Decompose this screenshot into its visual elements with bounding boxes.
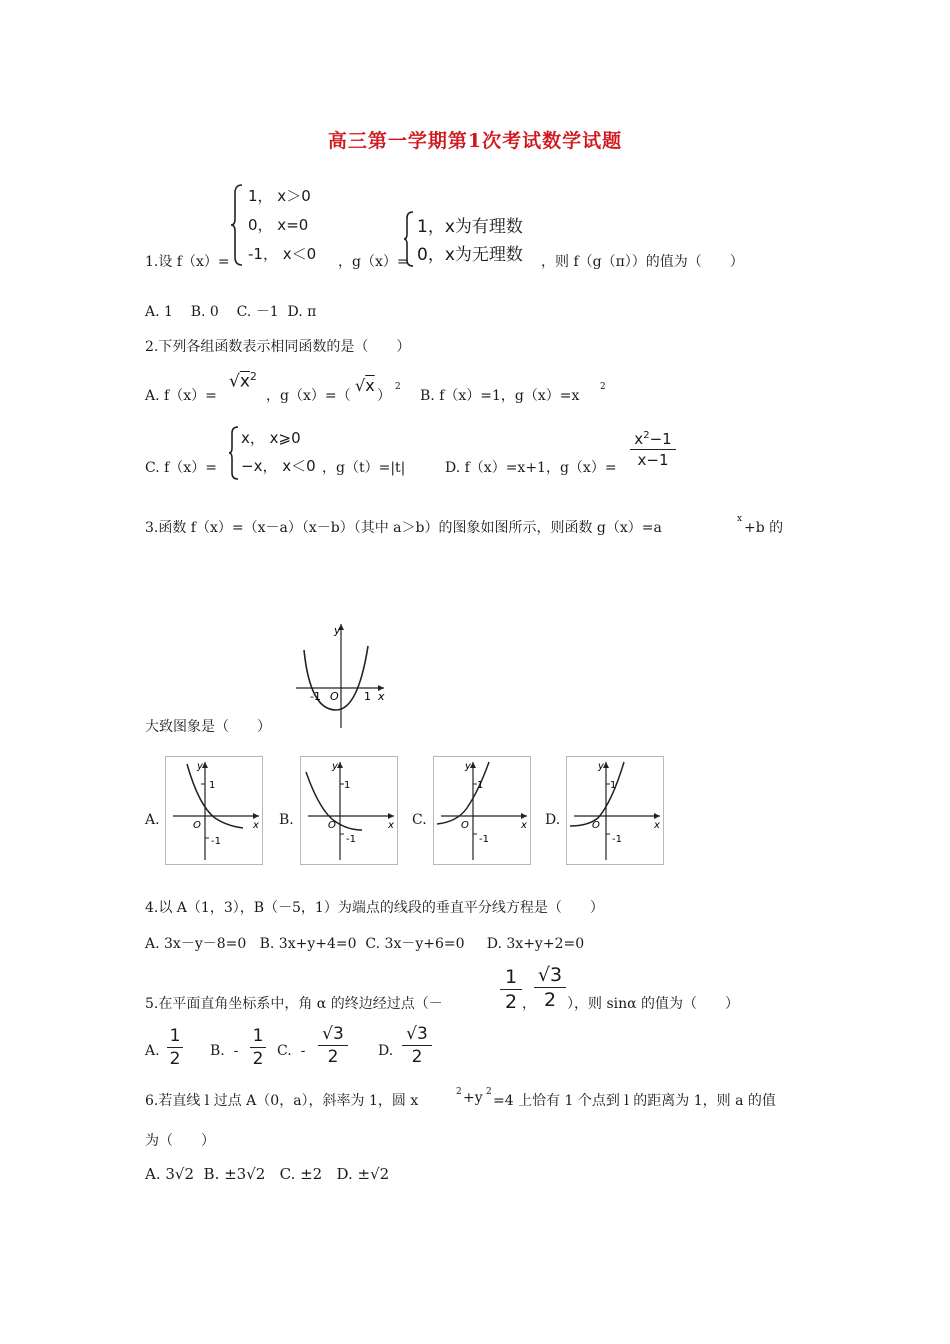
- q2-c-case-1: x， x⩾0: [241, 429, 301, 447]
- q2-opt-a-sup: 2: [249, 370, 257, 383]
- q2-stem: 2.下列各组函数表示相同函数的是（ ）: [145, 339, 411, 355]
- q2-c-piecewise: [228, 425, 322, 481]
- left-brace-icon: [230, 183, 244, 267]
- q2-option-c-suffix: ，g（t）=|t|: [322, 460, 406, 476]
- svg-text:1: 1: [477, 780, 484, 791]
- svg-text:x: x: [521, 820, 527, 831]
- q6-options: A. 3√2 B. ±3√2 C. ±2 D. ±√2: [145, 1165, 390, 1183]
- q6-stem-a: 6.若直线 l 过点 A（0，a），斜率为 1，圆 x: [145, 1093, 419, 1109]
- q6-stem-2: 为（ ）: [145, 1133, 215, 1149]
- q2-option-b: B. f（x）=1，g（x）=x: [420, 388, 580, 404]
- q2-opt-a-sup2: 2: [395, 382, 401, 392]
- q5-option-c: C. -: [277, 1043, 306, 1059]
- svg-text:O: O: [328, 820, 336, 831]
- svg-text:-1: -1: [479, 834, 489, 845]
- q3-option-c-label: C.: [412, 812, 427, 828]
- q4-stem: 4.以 A（1，3），B（－5，1）为端点的线段的垂直平分线方程是（ ）: [145, 900, 604, 916]
- q5-opt-c-fraction: √3 2: [318, 1024, 348, 1067]
- q1-f-case-3: -1， x＜0: [248, 245, 317, 263]
- q3-stem-2: 大致图象是（ ）: [145, 719, 271, 735]
- q3-option-b-graph: [300, 756, 400, 868]
- q2-opt-a-sqrt: $√x^2$: [229, 370, 257, 392]
- q1-stem-prefix: 1.设 f（x）=: [145, 254, 230, 270]
- q3-option-d-label: D.: [545, 812, 561, 828]
- q3-stem: 3.函数 f（x）=（x－a）（x－b）（其中 a＞b）的图象如图所示，则函数 g（x）=a: [145, 520, 662, 536]
- q5-point-y-fraction: √3 2: [534, 964, 566, 1011]
- q2-opt-a-close: ）: [377, 388, 391, 404]
- svg-text:-1: -1: [211, 836, 221, 847]
- q3-main-graph: [296, 620, 388, 728]
- q1-f-piecewise: [230, 183, 340, 267]
- q5-opt-a-fraction: 1 2: [167, 1026, 183, 1069]
- x-arrow-icon: [253, 813, 259, 819]
- svg-text:1: 1: [209, 780, 216, 791]
- q6-stem-b: +y: [463, 1090, 483, 1106]
- q5-stem-suffix: ），则 sinα 的值为（ ）: [567, 996, 740, 1012]
- svg-text:y: y: [332, 761, 338, 772]
- svg-text:O: O: [193, 820, 201, 831]
- y-label: y: [334, 624, 341, 637]
- q2-option-c-prefix: C. f（x）=: [145, 460, 217, 476]
- svg-text:y: y: [598, 761, 604, 772]
- q2-opt-a-mid: ，g（x）=（: [266, 388, 351, 404]
- q1-f-case-2: 0， x=0: [248, 216, 309, 234]
- page-title: 高三第一学期第1次考试数学试题: [327, 130, 623, 152]
- q2-opt-b-sup: 2: [600, 382, 606, 392]
- svg-text:-1: -1: [612, 834, 622, 845]
- x-arrow-icon: [654, 813, 660, 819]
- neg1-label: -1: [310, 690, 321, 703]
- q4-options: A. 3x－y－8=0 B. 3x+y+4=0 C. 3x－y+6=0 D. 3x+y+2=0: [145, 936, 585, 952]
- left-brace-icon: [228, 425, 240, 481]
- q6-sup-2: 2: [486, 1087, 492, 1097]
- svg-text:O: O: [461, 820, 469, 831]
- q3-option-b-label: B.: [279, 812, 294, 828]
- svg-text:y: y: [197, 761, 203, 772]
- q5-option-d: D.: [378, 1043, 394, 1059]
- q6-sup-1: 2: [456, 1087, 462, 1097]
- exp-curve: [437, 762, 489, 824]
- q1-g-label: ，g（x）=: [338, 254, 409, 270]
- q1-g-case-1: 1，x为有理数: [417, 217, 523, 237]
- q5-option-a: A.: [145, 1043, 160, 1059]
- svg-text:y: y: [465, 761, 471, 772]
- q2-c-case-2: −x， x＜0: [241, 457, 316, 475]
- q3-option-c-graph: [433, 756, 533, 868]
- svg-text:O: O: [592, 820, 600, 831]
- q5-comma: ，: [522, 996, 536, 1012]
- origin-label: O: [330, 690, 339, 703]
- q1-stem-suffix: ，则 f（g（π））的值为（ ）: [541, 254, 744, 270]
- x-arrow-icon: [521, 813, 527, 819]
- q3-option-d-graph: [566, 756, 666, 868]
- q2-option-a-prefix: A. f（x）=: [145, 388, 217, 404]
- x-label: x: [378, 690, 385, 703]
- svg-text:1: 1: [610, 780, 617, 791]
- q3-stem-tail: +b 的: [744, 520, 784, 536]
- q5-opt-b-fraction: 1 2: [250, 1026, 266, 1069]
- q3-option-a-graph: [165, 756, 265, 868]
- x-arrow-icon: [388, 813, 394, 819]
- svg-text:x: x: [388, 820, 394, 831]
- q1-g-case-2: 0，x为无理数: [417, 245, 523, 265]
- q5-option-b: B. -: [210, 1043, 239, 1059]
- svg-text:x: x: [253, 820, 259, 831]
- svg-text:1: 1: [344, 780, 351, 791]
- q3-stem-sup: x: [737, 514, 743, 524]
- svg-text:x: x: [654, 820, 660, 831]
- q5-opt-d-fraction: √3 2: [402, 1024, 432, 1067]
- q1-options: A. 1 B. 0 C. －1 D. π: [145, 304, 317, 320]
- q3-option-a-label: A.: [145, 812, 160, 828]
- q6-stem-c: =4 上恰有 1 个点到 l 的距离为 1，则 a 的值: [493, 1093, 776, 1109]
- q5-stem-prefix: 5.在平面直角坐标系中，角 α 的终边经过点（－: [145, 996, 443, 1012]
- q2-opt-a-sqrt2: √x: [355, 376, 375, 395]
- svg-text:-1: -1: [346, 834, 356, 845]
- q1-f-case-1: 1， x＞0: [248, 187, 311, 205]
- q5-point-x-fraction: 1 2: [500, 966, 522, 1013]
- exp-curve: [187, 764, 243, 828]
- q1-g-piecewise: [403, 210, 543, 268]
- q2-option-d: D. f（x）=x+1，g（x）=: [445, 460, 617, 476]
- q2-opt-a-radicand: x: [239, 371, 250, 392]
- one-label: 1: [364, 690, 371, 703]
- q2-opt-d-fraction: $x^2-1$ x−1: [630, 430, 676, 469]
